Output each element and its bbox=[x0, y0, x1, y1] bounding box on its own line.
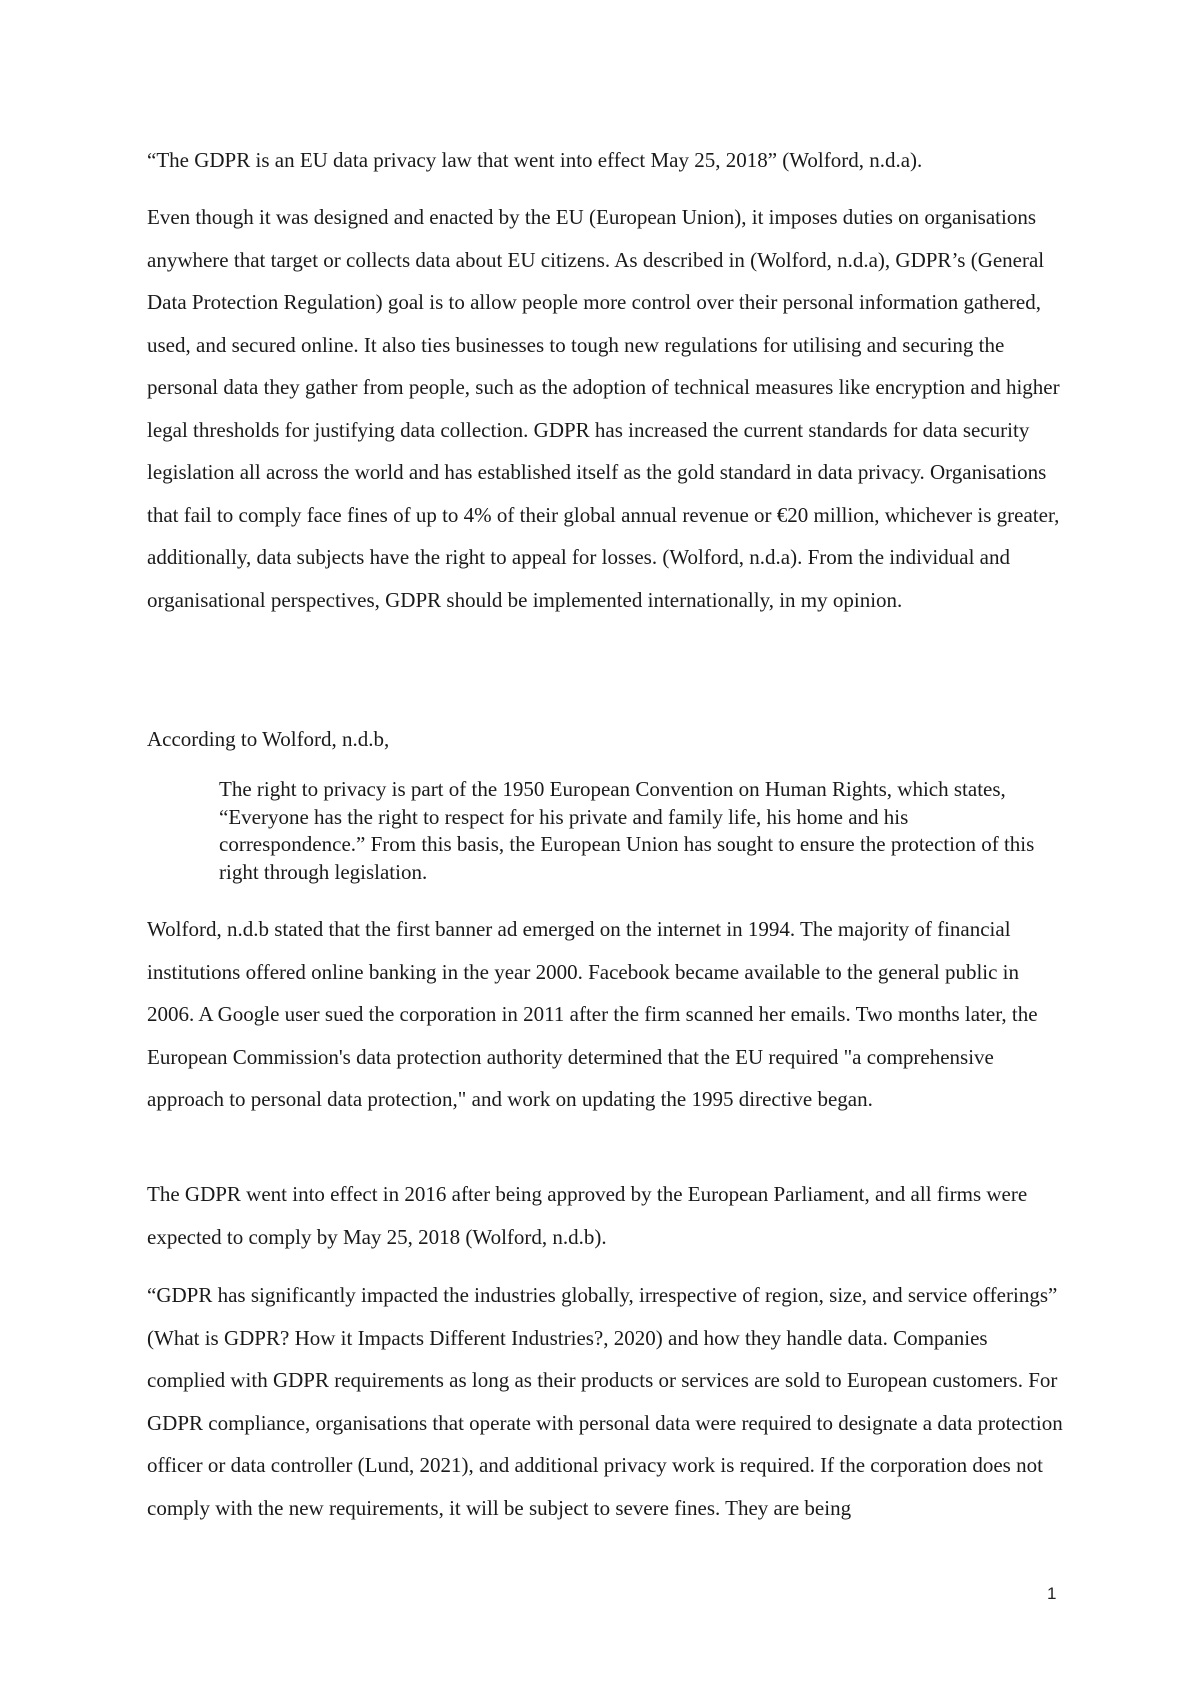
effective-date-paragraph: The GDPR went into effect in 2016 after being approved by the European Parliament, and all firms were expected to comply by May 25, 2018 (Wolford, n.d.b). bbox=[147, 1182, 1028, 1249]
gdpr-overview-paragraph: Even though it was designed and enacted by the EU (European Union), it imposes duties on organisations anywhere that target or collects data about EU citizens. As described in (Wolford, n.d.a), GDPR’s (General Data Protection Regulation) goal is to allow people more control over their personal information gathered, used, and secured online. It also ties businesses to tough new regulations for utilising and securing the personal data they gather from people, such as the adoption of technical measures like encryption and higher legal thresholds for justifying data collection. GDPR has increased the current standards for data security legislation all across the world and has established itself as the gold standard in data privacy. Organisations that fail to comply face fines of up to 4% of their global annual revenue or €20 million, whichever is greater, additionally, data subjects have the right to appeal for losses. (Wolford, n.d.a). From the individual and organisational perspectives, GDPR should be implemented internationally, in my opinion. bbox=[147, 205, 1060, 612]
block-quote: The right to privacy is part of the 1950 European Convention on Human Rights, which states, “Everyone has the right to respect for his private and family life, his home and his correspondence.” From this basis, the European Union has sought to ensure the protection of this right through legislation. bbox=[219, 777, 1035, 884]
quote-intro-paragraph: According to Wolford, n.d.b, bbox=[147, 727, 390, 751]
page-number: 1 bbox=[1047, 1584, 1057, 1603]
industry-impact-paragraph: “GDPR has significantly impacted the industries globally, irrespective of region, size, and service offerings” (What is GDPR? How it Impacts Different Industries?, 2020) and how they handle data. Companies complied with GDPR requirements as long as their products or services are sold to European customers. For GDPR compliance, organisations that operate with personal data were required to designate a data protection officer or data controller (Lund, 2021), and additional privacy work is required. If the corporation does not comply with the new requirements, it will be subject to severe fines. They are being bbox=[147, 1283, 1063, 1520]
history-paragraph: Wolford, n.d.b stated that the first banner ad emerged on the internet in 1994. The majority of financial institutions offered online banking in the year 2000. Facebook became available to the general public in 2006. A Google user sued the corporation in 2011 after the firm scanned her emails. Two months later, the European Commission's data protection authority determined that the EU required "a comprehensive approach to personal data protection," and work on updating the 1995 directive began. bbox=[147, 917, 1038, 1111]
opening-quote-paragraph: “The GDPR is an EU data privacy law that went into effect May 25, 2018” (Wolford, n.d.a). bbox=[147, 148, 923, 172]
